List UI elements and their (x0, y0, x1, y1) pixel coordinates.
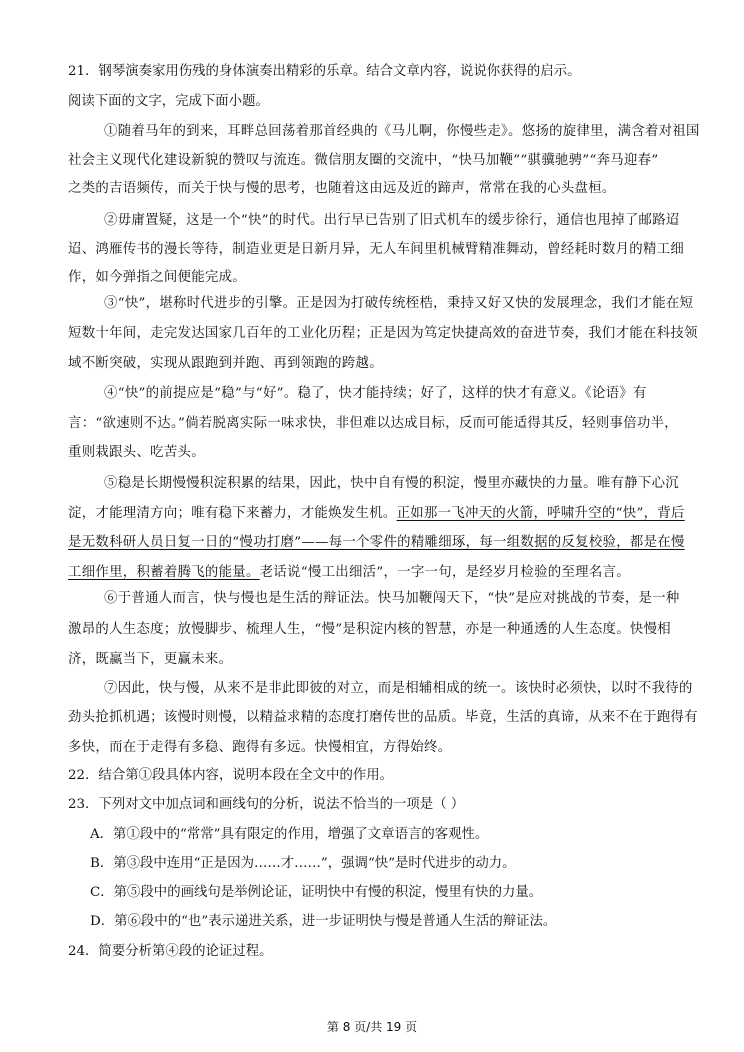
p5-line: ⑤稳是长期慢慢积淀积累的结果，因此，快中自有慢的积淀，慢里亦藏快的力量。唯有静下心沉 (104, 476, 680, 491)
question-21: 21．钢琴演奏家用伤残的身体演奏出精彩的乐章。结合文章内容，说说你获得的启示。 (68, 64, 581, 79)
page-footer: 第 8 页/共 19 页 (326, 1020, 418, 1034)
underlined-sentence: 正如那一飞冲天的火箭，呼啸升空的“快”，背后 (396, 506, 685, 521)
p1-line: 社会主义现代化建设新貌的赞叹与流连。微信朋友圈的交流中，“快马加鞭”“骐骥驰骋”“奔马迎春” (68, 153, 659, 168)
p6-line: ⑥于普通人而言，快与慢也是生活的辩证法。快马加鞭闯天下，“快”是应对挑战的节奏，是一种 (104, 591, 680, 606)
reading-instruction: 阅读下面的文字，完成下面小题。 (68, 94, 269, 109)
underlined-sentence: 是无数科研人员日复一日的“慢功打磨”——每一个零件的精雕细琢，每一组数据的反复校验，都是在慢 (68, 535, 685, 550)
question-24: 24．简要分析第④段的论证过程。 (68, 944, 273, 959)
p5-line (68, 505, 685, 523)
option-d: D．第⑥段中的“也”表示递进关系，进一步证明快与慢是普通人生活的辩证法。 (90, 914, 557, 929)
p3-line: 域不断突破，实现从跟跑到并跑、再到领跑的跨越。 (68, 356, 383, 371)
p3-line: ③“快”，堪称时代进步的引擎。正是因为打破传统桎梏，秉持又好又快的发展理念，我们才能在短 (104, 296, 694, 311)
p1-line: ①随着马年的到来，耳畔总回荡着那首经典的《马儿啊，你慢些走》。悠扬的旋律里，满含着对祖国 (104, 124, 700, 139)
p7-line: 劲头抢抓机遇；该慢时则慢，以精益求精的态度打磨传世的品质。毕竟，生活的真谛，从来不在于跑得有 (68, 710, 698, 725)
p6-line: 激昂的人生态度；放慢脚步、梳理人生，“慢”是积淀内核的智慧，亦是一种通透的人生态度。快慢相 (68, 622, 671, 637)
p3-line: 短数十年间，走完发达国家几百年的工业化历程；正是因为笃定快捷高效的奋进节奏，我们才能在科技领 (68, 326, 698, 341)
p2-line: ②毋庸置疑，这是一个“快”的时代。出行早已告别了旧式机车的缓步徐行，通信也甩掉了邮路迢 (104, 213, 680, 228)
p5-line (68, 564, 630, 582)
p2-line: 迢、鸿雁传书的漫长等待，制造业更是日新月异，无人车间里机械臂精准舞动，曾经耗时数月的精工细 (68, 242, 685, 257)
p2-line: 作，如今弹指之间便能完成。 (68, 270, 246, 285)
question-23: 23．下列对文中加点词和画线句的分析，说法不恰当的一项是（ ） (68, 797, 465, 812)
p4-line: ④“快”的前提应是“稳”与“好”。稳了，快才能持续；好了，这样的快才有意义。《论语》有 (104, 386, 647, 401)
p1-line: 之类的吉语频传，而关于快与慢的思考，也随着这由远及近的蹄声，常常在我的心头盘桓。 (68, 181, 616, 196)
p4-line: 言：“欲速则不达。”倘若脱离实际一味求快，非但难以达成目标，反而可能适得其反，轻则事倍功半， (68, 416, 678, 431)
option-b: B．第③段中连用“正是因为……才……”，强调“快”是时代进步的动力。 (90, 856, 516, 871)
p7-line: 多快，而在于走得有多稳、跑得有多远。快慢相宜，方得始终。 (68, 740, 452, 755)
p6-line: 济，既赢当下，更赢未来。 (68, 652, 233, 667)
p5-text: 淀，才能理清方向；唯有稳下来蓄力，才能焕发生机。 (68, 506, 397, 521)
p7-line: ⑦因此，快与慢，从来不是非此即彼的对立，而是相辅相成的统一。该快时必须快，以时不我待的 (104, 681, 693, 696)
question-22: 22．结合第①段具体内容，说明本段在全文中的作用。 (68, 768, 394, 783)
option-a: A．第①段中的“常常”具有限定的作用，增强了文章语言的客观性。 (90, 827, 489, 842)
option-c: C．第⑤段中的画线句是举例论证，证明快中有慢的积淀，慢里有快的力量。 (90, 885, 543, 900)
p4-line: 重则栽跟头、吃苦头。 (68, 445, 205, 460)
p5-text: 老话说“慢工出细活”，一字一句，是经岁月检验的至理名言。 (259, 565, 630, 580)
underlined-sentence: 工细作里，积蓄着腾飞的能量。 (68, 565, 260, 580)
